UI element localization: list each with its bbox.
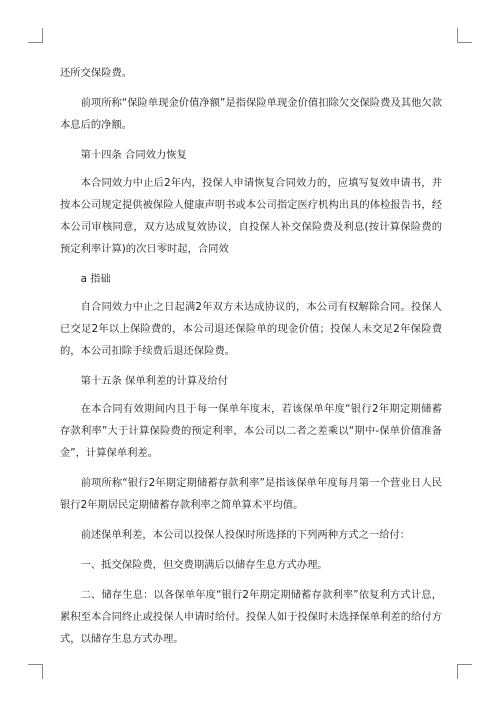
paragraph-net-cash-value: 前项所称“保险单现金价值净额”是指保险单现金价值扣除欠交保险费及其他欠款本息后的净额。 bbox=[60, 97, 442, 131]
paragraph-continuation: 还所交保险费。 bbox=[60, 67, 133, 79]
paragraph-fragment: a 指础 bbox=[80, 273, 111, 285]
paragraph-bank-rate-definition: 前项所称“银行2年期定期储蓄存款利率”是指该保单年度每月第一个营业日人民银行2年期居民定期储蓄存款利率之简单算术平均值。 bbox=[60, 477, 442, 511]
paragraph-termination: 自合同效力中止之日起满2年双方未达成协议的，本公司有权解除合同。投保人已交足2年以上保险费的，本公司退还保险单的现金价值；投保人未交足2年保险费的，本公司扣除手续费后退还保险费。 bbox=[60, 301, 442, 357]
article-15-heading: 第十五条 保单利差的计算及给付 bbox=[80, 375, 229, 387]
paragraph-payment-methods: 前述保单利差，本公司以投保人投保时所选择的下列两种方式之一给付： bbox=[80, 529, 411, 541]
paragraph-option-two: 二、储存生息：以各保单年度“银行2年期定期储蓄存款利率”依复利方式计息，累积至本合同终止或投保人申请时给付。投保人如于投保时未选择保单利差的给付方式，以储存生息方式办理。 bbox=[60, 589, 442, 645]
crop-mark-bottom-left bbox=[28, 664, 43, 679]
article-14-heading: 第十四条 合同效力恢复 bbox=[80, 149, 187, 161]
paragraph-option-one: 一、抵交保险费，但交费期满后以储存生息方式办理。 bbox=[80, 559, 328, 571]
crop-mark-top-left bbox=[28, 28, 43, 43]
paragraph-reinstatement: 本合同效力中止后2年内，投保人申请恢复合同效力的，应填写复效申请书，并按本公司规定提供被保险人健康声明书或本公司指定医疗机构出具的体检报告书，经本公司审核同意，双方达成复效协议，自投保人补交保险费及利息(按计算保险费的预定利率计算)的次日零时起，合同效 bbox=[60, 177, 442, 255]
paragraph-interest-difference: 在本合同有效期间内且于每一保单年度末，若该保单年度“银行2年期定期储蓄存款利率”大于计算保险费的预定利率，本公司以二者之差乘以“期中-保单价值准备金”，计算保单利差。 bbox=[60, 403, 442, 459]
document-body bbox=[60, 62, 442, 658]
crop-mark-bottom-right bbox=[457, 664, 472, 679]
crop-mark-top-right bbox=[457, 28, 472, 43]
